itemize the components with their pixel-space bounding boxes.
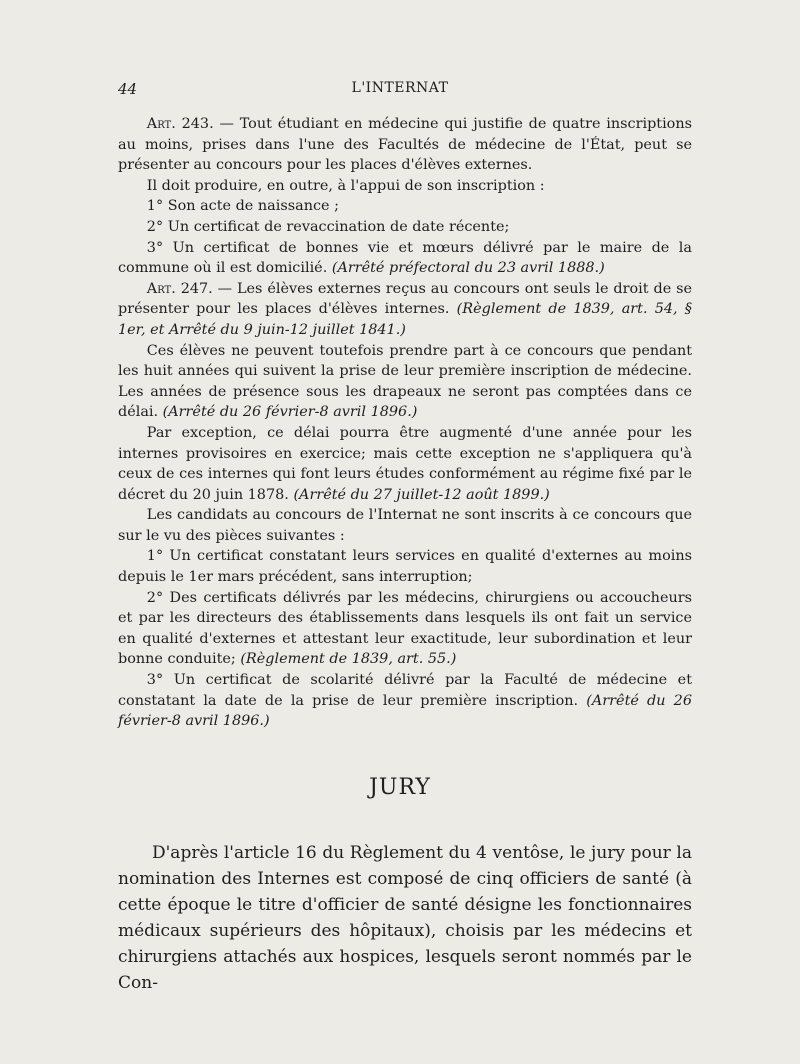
article-243-label: Art. 243. <box>146 116 214 132</box>
article-247-p4: Les candidats au concours de l'Internat ne sont inscrits à ce concours que sur le vu des pièces suivantes : <box>118 507 692 544</box>
page-number: 44 <box>118 80 138 98</box>
article-text <box>118 114 692 732</box>
article-247-p2-reference: (Arrêté du 26 février-8 avril 1896.) <box>162 404 418 421</box>
article-247-item-1: 1° Un certificat constatant leurs services en qualité d'externes au moins depuis le 1er mars précédent, sans interruption; <box>118 548 692 586</box>
article-247-item-3-reference: (Arrêté du 26 février-8 avril 1896.) <box>118 692 692 730</box>
article-247-text: — Les élèves externes reçus au concours ont seuls le droit de se présenter pour les places d'élèves internes. <box>118 280 693 318</box>
running-title: L'INTERNAT <box>351 80 449 96</box>
article-243-item-1: 1° Son acte de naissance ; <box>146 198 339 215</box>
article-243-reference: (Arrêté préfectoral du 23 avril 1888.) <box>331 260 605 277</box>
article-247-p3-paragraph <box>118 423 692 505</box>
article-247-item-2: 2° Des certificats délivrés par les médecins, chirurgiens ou accoucheurs et par les directeurs des établissements dans lesquels ils ont fait un service en qualité d'externes et attestant leur exactitude, leur subordination et leur bonne conduite; <box>118 589 692 668</box>
article-247-p2-paragraph <box>118 341 692 423</box>
article-247-item-3: 3° Un certificat de scolarité délivré par la Faculté de médecine et constatant la date de la prise de leur première inscription. <box>118 672 692 709</box>
jury-paragraph: D'après l'article 16 du Règlement du 4 ventôse, le jury pour la nomination des Internes est composé de cinq officiers de santé (à cette époque le titre d'officier de santé désigne les fonctionnaires médicaux supérieurs des hôpitaux), choisis par les médecins et chirurgiens attachés aux hospices, lesquels seront nommés par le Con- <box>118 843 692 993</box>
page-header <box>0 80 800 102</box>
article-247-item-2-reference: (Règlement de 1839, art. 55.) <box>240 651 457 668</box>
article-247-reference: (Règlement de 1839, art. 54, § 1er, et Arrêté du 9 juin-12 juillet 1841.) <box>118 301 692 338</box>
article-243-text: — Tout étudiant en médecine qui justifie de quatre inscriptions au moins, prises dans l'une des Facultés de médecine de l'État, peut se présenter au concours pour les places d'élèves externes. <box>118 116 692 174</box>
article-243-requirements-intro: Il doit produire, en outre, à l'appui de son inscription : <box>146 177 545 194</box>
article-243-paragraph <box>118 114 692 176</box>
article-247-item-2-paragraph <box>118 588 692 670</box>
article-247-paragraph <box>118 279 692 341</box>
jury-section-title: JURY <box>369 775 431 800</box>
article-247-item-3-paragraph <box>118 670 692 732</box>
article-247-label: Art. 247. <box>146 280 213 297</box>
article-247-p3: Par exception, ce délai pourra être augmenté d'une année pour les internes provisoires en exercice; mais cette exception ne s'appliquera qu'à ceux de ces internes qui font leurs études conformément au régime fixé par le décret du 20 juin 1878. <box>118 424 692 503</box>
article-243-item-3: 3° Un certificat de bonnes vie et mœurs délivré par le maire de la commune où il est domicilié. <box>118 239 692 277</box>
article-243-item-3-paragraph <box>118 238 692 279</box>
article-247-p3-reference: (Arrêté du 27 juillet-12 août 1899.) <box>293 486 550 503</box>
jury-text-block <box>118 840 692 996</box>
article-247-p2: Ces élèves ne peuvent toutefois prendre part à ce concours que pendant les huit années qui suivent la prise de leur première inscription de médecine. Les années de présence sous les drapeaux ne seront pas comptées dans ce délai. <box>118 342 692 421</box>
article-243-item-2: 2° Un certificat de revaccination de date récente; <box>146 218 510 235</box>
